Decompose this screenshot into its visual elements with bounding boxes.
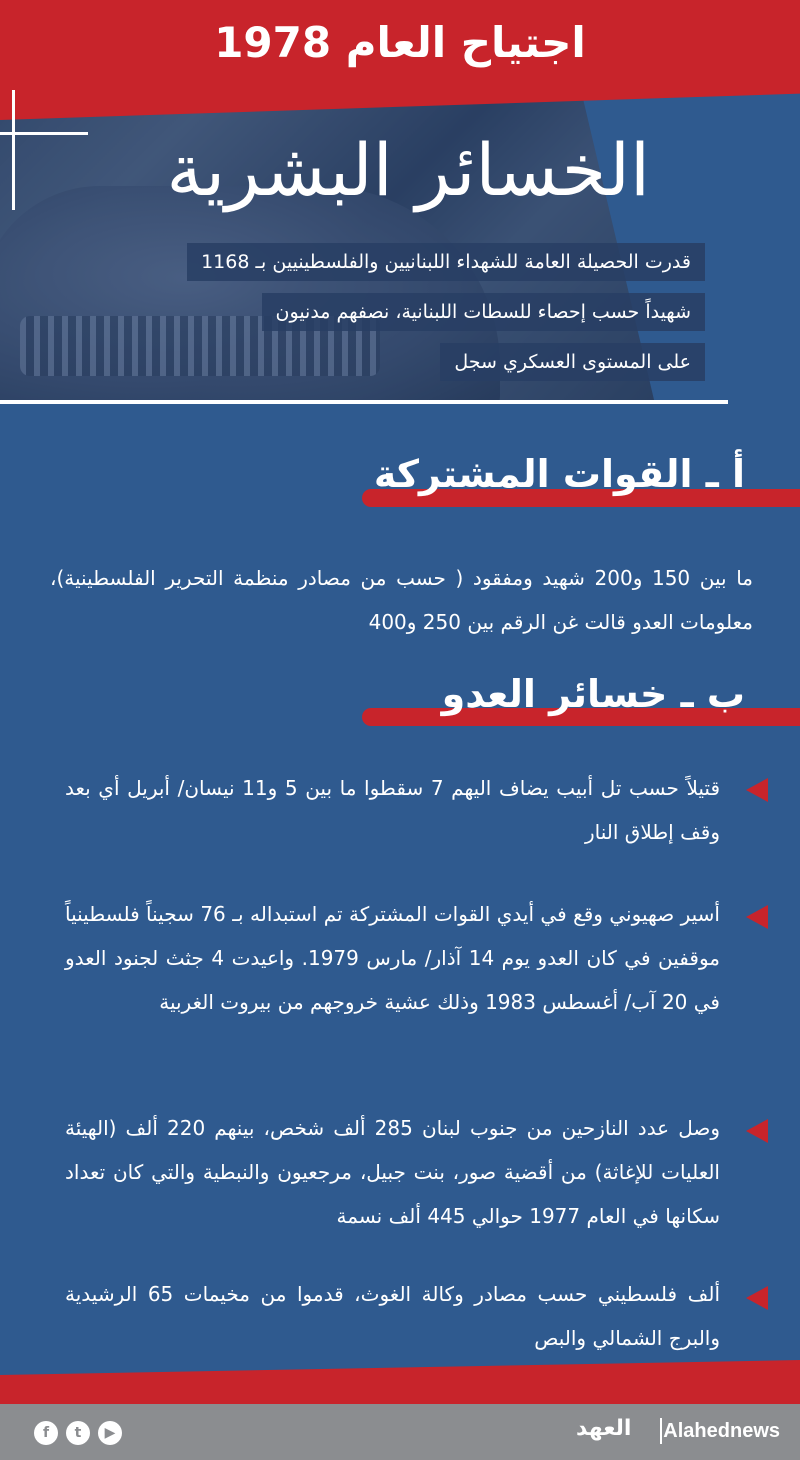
bullet-arrow-icon (746, 905, 768, 929)
section-a-text: ما بين 150 و200 شهيد ومفقود ( حسب من مصادر منظمة التحرير الفلسطينية)، معلومات العدو قالت غن الرقم بين 250 و400 (50, 566, 754, 634)
section-b-title: ب ـ خسائر العدو (441, 672, 745, 716)
hero-title: الخسائر البشرية (166, 128, 650, 212)
footer-red-band (0, 1360, 800, 1410)
bullet-arrow-icon (746, 1119, 768, 1143)
youtube-icon[interactable]: ▶ (98, 1421, 122, 1445)
facebook-icon[interactable]: f (34, 1421, 58, 1445)
brand-logo-arabic: العهد (576, 1416, 632, 1441)
intro-line: قدرت الحصيلة العامة للشهداء اللبنانيين والفلسطينيين بـ 1168 (187, 243, 705, 281)
intro-line: على المستوى العسكري سجل (440, 343, 705, 381)
brand-logo-english: Alahednews (663, 1420, 780, 1442)
list-item: وصل عدد النازحين من جنوب لبنان 285 ألف شخص، بينهم 220 ألف (الهيئة العليات للإغاثة) من أقضية صور، بنت جبيل، مرجعيون والنبطية والتي كان تعداد سكانها في العام 1977 حوالي 445 ألف نسمة (65, 1116, 720, 1228)
bullet-arrow-icon (746, 778, 768, 802)
brand-separator (660, 1418, 662, 1444)
bullet-arrow-icon (746, 1286, 768, 1310)
header-title: اجتياح العام 1978 (214, 18, 586, 67)
list-item: قتيلاً حسب تل أبيب يضاف اليهم 7 سقطوا ما بين 5 و11 نيسان/ أبريل أي بعد وقف إطلاق النار (65, 776, 721, 844)
intro-line: شهيداً حسب إحصاء للسطات اللبنانية، نصفهم مدنيون (262, 293, 705, 331)
divider (0, 400, 728, 404)
list-item: أسير صهيوني وقع في أيدي القوات المشتركة تم استبداله بـ 76 سجيناً فلسطينياً موقفين في كان العدو يوم 14 آذار/ مارس 1979. واعيدت 4 جثث لجنود العدو في 20 آب/ أغسطس 1983 وذلك عشية خروجهم من بيروت الغربية (65, 902, 720, 1014)
twitter-icon[interactable]: t (66, 1421, 90, 1445)
section-a-title: أ ـ القوات المشتركة (373, 452, 745, 496)
crosshair-decoration (12, 90, 15, 210)
list-item: ألف فلسطيني حسب مصادر وكالة الغوث، قدموا من مخيمات 65 الرشيدية والبرج الشمالي والبص (65, 1282, 720, 1350)
